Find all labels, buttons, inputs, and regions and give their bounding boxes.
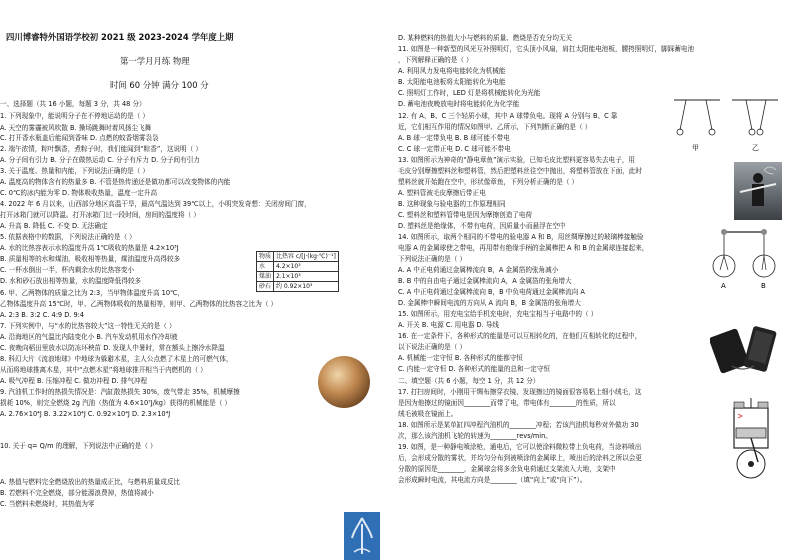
right-line: 会形成瞬时电流，其电流方向是________（填“向上”或“向下”）。 xyxy=(398,476,587,484)
left-line: C. 打开香水瓶盖后能闻到香味 D. 点燃的蚊香烟雾袅袅 xyxy=(0,134,159,142)
person-silhouette-icon xyxy=(734,162,782,220)
left-line: C. 0℃的冰内能为零 D. 物体吸收热量，温度一定升高 xyxy=(0,189,158,197)
left-line: A. 吸气冲程 B. 压缩冲程 C. 做功冲程 D. 排气冲程 xyxy=(0,377,148,385)
right-line: D. 蓄电池夜晚放电时将电能转化为化学能 xyxy=(398,100,520,108)
left-line: A. 2:3 B. 3:2 C. 4:9 D. 9:4 xyxy=(0,311,85,319)
electroscope-figure xyxy=(704,222,784,292)
exam-title: 四川博睿特外国语学校初 2021 级 2023-2024 学年度上期 xyxy=(6,32,234,42)
table-header-cell: 物质 xyxy=(257,252,274,262)
right-line: 14. 如图所示，取两个相同的不带电的验电器 A 和 B，用丝绸摩擦过的玻璃棒接触验 xyxy=(398,233,644,241)
right-line: 塑料丝就开始跑在空中，形状像章鱼，下列分析正确的是（ ） xyxy=(398,178,579,186)
right-line: 是因为他擦过的镜面因________而带了电，带电体有________的性质，所以 xyxy=(398,399,616,407)
right-line: 以下说法正确的是（ ） xyxy=(398,343,467,351)
right-line: 分散的原因是________，金属球会将多余负电荷通过支架流入大地，支架中 xyxy=(398,465,616,473)
left-line: 一、选择题（共 16 小题，每题 3 分，共 48 分） xyxy=(0,100,146,108)
left-line: A. 分子间有引力 B. 分子在做热运动 C. 分子有斥力 D. 分子间有引力 xyxy=(0,156,200,164)
charged-balls-figure xyxy=(670,96,782,154)
right-line: D. 金属棒中瞬间电流的方向从 A 流向 B，B 金属箔的张角增大 xyxy=(398,299,581,307)
left-line: A. 水的比热容表示水的温度升高 1℃吸收的热量是 4.2×10³J xyxy=(0,244,179,252)
right-line: C. 内能一定守恒 D. 各种形式的能量的总和一定守恒 xyxy=(398,365,551,373)
table-cell: 砂石 xyxy=(257,282,274,292)
table-cell: 约 0.92×10³ xyxy=(274,282,339,292)
right-line: A. 塑料管被毛皮摩擦后带正电 xyxy=(398,189,486,197)
right-line: 13. 如图所示为神奇的“静电章鱼”演示实验，已知毛皮比塑料更容易失去电子，用 xyxy=(398,156,636,164)
right-line: 二、填空题（共 6 小题，每空 1 分，共 12 分） xyxy=(398,377,540,385)
right-line: ，下列解释正确的是（ ） xyxy=(398,56,473,64)
electroscope-label-a: A xyxy=(721,282,726,290)
left-line: B. 若燃料不完全燃烧，部分能源浪费掉，热值将减小 xyxy=(0,489,154,497)
table-cell: 水 xyxy=(257,262,274,272)
right-line: 后，会形成分散的雾状，并均匀分布到被喷涂的金属球上，喷出后的涂料之所以会更 xyxy=(398,454,642,462)
left-line: 从而将地球推离木星，其中“点燃木星”将地球推开相当于内燃机的（ ） xyxy=(0,366,207,374)
exam-subtitle: 第一学月月练 物理 xyxy=(120,56,190,66)
right-line: A. 开关 B. 电源 C. 用电器 D. 导线 xyxy=(398,321,499,329)
logo-mark-icon xyxy=(344,512,380,560)
table-row xyxy=(257,272,339,282)
left-line: 2. 端午浓情，粽叶飘香，煮粽子时，我们能闻到“粽香”，这说明（ ） xyxy=(0,145,202,153)
left-line: A. 沿海地区的气温比内陆变化小 B. 汽车发动机用水作冷却液 xyxy=(0,333,178,341)
left-line: C. 夜晚向稻田里放水以防冻坏秧苗 D. 发现人中暑时，常在额头上擦冷水降温 xyxy=(0,344,225,352)
table-header-row xyxy=(257,252,339,262)
left-line: C. 当燃料未燃烧时，其热值为零 xyxy=(0,500,95,508)
right-line: C. A 中正电荷通过金属棒流向 B，B 中负电荷通过金属棒流向 A xyxy=(398,288,585,296)
engine-cylinder-figure xyxy=(720,398,782,488)
table-header-cell: 比热容 c/[J·(kg·℃)⁻¹] xyxy=(274,252,339,262)
left-line: B. 质量相等的水和煤油，吸收相等热量，煤油温度升高得较多 xyxy=(0,255,181,263)
exam-time: 时间 60 分钟 满分 100 分 xyxy=(110,80,209,90)
right-line: 次，那么该汽油机飞轮的转速为________revs/min。 xyxy=(398,432,552,440)
right-line: A. B 球一定带负电 B. B 球可能不带电 xyxy=(398,134,510,142)
left-line: 7. 下列实例中，与“水的比热容较大”这一特性无关的是（ ） xyxy=(0,322,176,330)
left-line: A. 2.76×10⁴J B. 3.22×10⁴J C. 0.92×10⁴J D. 2.3×10⁴J xyxy=(0,410,171,418)
left-line: 6. 甲、乙两物体的质量之比为 2:3，当甲物体温度升高 10℃， xyxy=(0,289,185,297)
right-line: B. 太阳能电池板将太阳能转化为电能 xyxy=(398,78,506,86)
table-cell: 2.1×10³ xyxy=(274,272,339,282)
right-line: 11. 如图是一种新型的风光互补照明灯，它头顶小风扇，肩扛太阳能电池板，腰挎照明灯，脚踩蓄电池 xyxy=(398,45,695,53)
right-line: D. 某种燃料的热值大小与燃料的质量、燃烧是否充分均无关 xyxy=(398,34,573,42)
figure-label-jia: 甲 xyxy=(692,144,699,152)
right-line: A. 机械能一定守恒 B. 各种形式的能都守恒 xyxy=(398,354,523,362)
right-line: 绒毛被吸在镜面上。 xyxy=(398,410,458,418)
jupiter-image xyxy=(318,356,370,408)
left-line: 损耗 10%，则完全燃烧 2g 汽油（热值为 4.6×10⁷J/kg）获得的机械能是（ ） xyxy=(0,399,231,407)
right-line: 12. 有 A、B、C 三个轻质小球，其中 A 球带负电。现将 A 分别与 B、C 靠 xyxy=(398,112,618,120)
left-line: C. 一杯水倒出一半，杯内剩余水的比热容变小 xyxy=(0,266,135,274)
left-column xyxy=(0,0,388,560)
left-line: 4. 2022 年 6 月以来，山西部分地区高温干旱，最高气温达到 39℃以上，小明突发奇想：关闭房间门窗， xyxy=(0,200,311,208)
left-line: A. 天空的雾霾被风吹散 B. 操场跳舞时着风扬尘飞舞 xyxy=(0,124,152,132)
power-bank-figure xyxy=(710,326,782,374)
right-line: 电器 A 的金属球使之带电，再用带有绝缘手柄的金属棒把 A 和 B 的金属球连接起来， xyxy=(398,244,649,252)
left-line: D. 水和砂石放出相等热量，水的温度降低得较多 xyxy=(0,277,142,285)
electroscope-label-b: B xyxy=(761,282,766,290)
left-line: A. 温度高的物体含有的热量多 B. 不管是热传递还是做功都可以改变物体的内能 xyxy=(0,178,231,186)
table-row xyxy=(257,262,339,272)
table-cell: 煤油 xyxy=(257,272,274,282)
right-line: 17. 打扫房间时，小刚用干绸布擦穿衣镜，发现擦过的镜面很容易粘上细小绒毛，这 xyxy=(398,388,642,396)
right-line: A. A 中正电荷通过金属棒流向 B，A 金属箔的张角减小 xyxy=(398,266,559,274)
static-octopus-photo xyxy=(734,162,782,220)
right-line: 18. 如图所示是某单缸四冲程汽油机的________冲程；若该汽油机每秒对外做功 30 xyxy=(398,421,639,429)
left-line: 1. 下列现象中，能说明分子在不停地运动的是（ ） xyxy=(0,112,149,120)
right-line: B. 这种现象与验电器的工作原理相同 xyxy=(398,200,506,208)
left-line: A. 热值与燃料完全燃烧放出的热量成正比，与燃料质量成反比 xyxy=(0,478,181,486)
figure-label-yi: 乙 xyxy=(752,144,759,152)
right-line: B. B 中的自由电子通过金属棒流向 A，A 金属箔的张角增大 xyxy=(398,277,572,285)
left-line: 打开冰箱门就可以降温。打开冰箱门过一段时间，房间的温度将（ ） xyxy=(0,211,200,219)
table-row xyxy=(257,282,339,292)
right-line: D. 塑料丝是绝缘体，不带有电荷，因质量小而悬浮在空中 xyxy=(398,222,566,230)
left-line: 3. 关于温度、热量和内能，下列说法正确的是（ ） xyxy=(0,167,149,175)
right-line: 15. 如图所示，用充电宝给手机充电时，充电宝相当于电路中的（ ） xyxy=(398,310,598,318)
right-line: 19. 如图，是一种静电喷涂枪，通电后，它可以使涂料微粒带上负电荷，当涂料喷出 xyxy=(398,443,642,451)
left-line: 10. 关于 q= Q/m 的理解，下列说法中正确的是（ ） xyxy=(0,442,157,450)
table-cell: 4.2×10³ xyxy=(274,262,339,272)
left-line: 乙物体温度升高 15℃时，甲、乙两物体吸收的热量相等，则甲、乙两物体的比热容之比为（ ） xyxy=(0,300,278,308)
right-line: C. C 球一定带正电 D. C 球可能不带电 xyxy=(398,145,511,153)
school-logo xyxy=(344,512,380,560)
left-line: 8. 科幻大片《流浪地球》中地球为躲避木星，主人公点燃了木星上的可燃气体， xyxy=(0,355,233,363)
left-line: A. 升高 B. 降低 C. 不变 D. 无法确定 xyxy=(0,222,108,230)
right-line: 毛皮分别摩擦塑料丝和塑料管，然后把塑料丝往空中抛出，将塑料管放在下面，此时 xyxy=(398,167,642,175)
right-line: 近，它们相互作用的情况如图甲、乙所示，下列判断正确的是（ ） xyxy=(398,123,592,131)
right-line: C. 照明灯工作时，LED 灯是将机械能转化为光能 xyxy=(398,89,541,97)
right-line: C. 塑料丝和塑料管带电是因为摩擦创造了电荷 xyxy=(398,211,533,219)
specific-heat-table xyxy=(256,251,339,292)
left-line: 5. 依据表格中的数据，下列说法正确的是（ ） xyxy=(0,233,136,241)
left-line: 9. 汽油机工作时的热损失情况是：汽缸散热损失 30%，废气带走 35%，机械摩擦 xyxy=(0,388,240,396)
right-column xyxy=(398,0,786,560)
right-line: 16. 在一定条件下，各种形式的能量是可以互相转化的，在他们互相转化的过程中， xyxy=(398,332,642,340)
right-line: 下列说法正确的是（ ） xyxy=(398,255,467,263)
right-line: A. 利用风力发电将电能转化为机械能 xyxy=(398,67,506,75)
